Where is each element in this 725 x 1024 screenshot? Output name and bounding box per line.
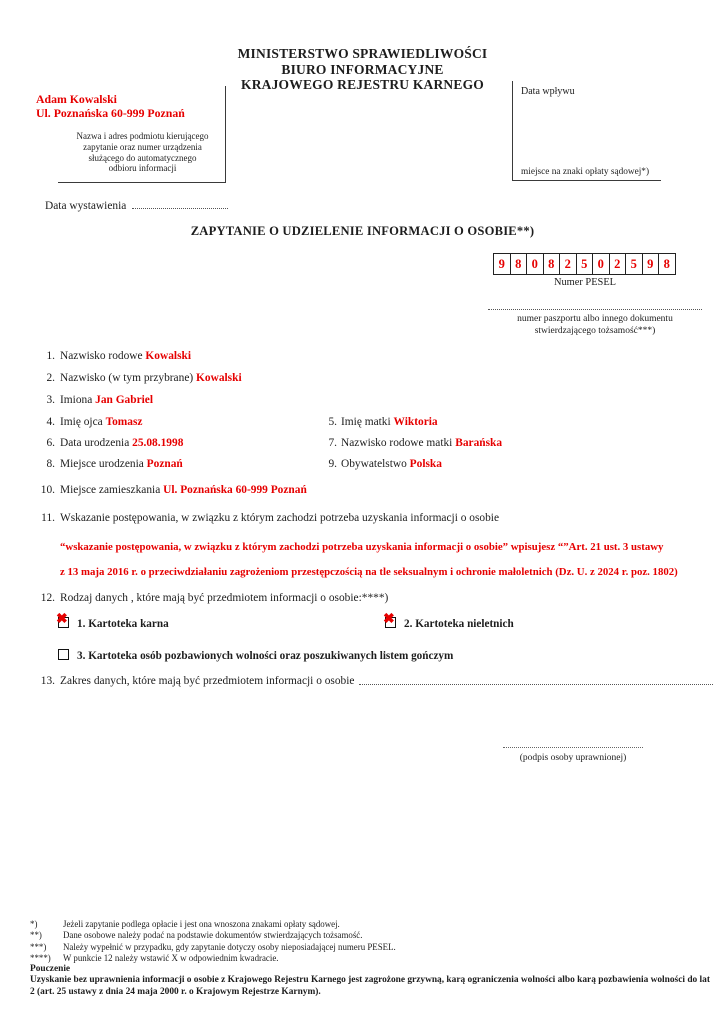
scope-of-data-input[interactable]	[359, 675, 713, 685]
field-row-6-7: 6. Data urodzenia 25.08.1998 7. Nazwisko rodowe matki Barańska	[46, 437, 503, 449]
header-line-1: MINISTERSTWO SPRAWIEDLIWOŚCI	[237, 46, 488, 61]
footnote-text: Jeżeli zapytanie podlega opłacie i jest ona wnoszona znakami opłaty sądowej.	[63, 919, 340, 929]
field-value: Poznań	[146, 458, 183, 470]
field-value: Wiktoria	[393, 416, 438, 428]
footnote-marker: *)	[30, 919, 38, 929]
checkbox-row-1	[58, 617, 514, 630]
field-label: Nazwisko rodowe matki	[341, 437, 453, 449]
issue-date-input[interactable]	[132, 198, 228, 209]
form-title: ZAPYTANIE O UDZIELENIE INFORMACJI O OSOBIE**)	[190, 224, 535, 238]
sender-name: Adam Kowalski	[36, 92, 117, 106]
statute-note-line-1: “wskazanie postępowania, w związku z którym zachodzi potrzeba uzyskania informacji o osobie” wpisujesz “”Art. 21 ust. 3 ustawy	[60, 541, 664, 553]
field-label: Zakres danych, które mają być przedmiotem informacji o osobie	[60, 675, 355, 687]
pesel-digit-cell[interactable]: 8	[543, 254, 560, 274]
checkbox-kartoteka-osob-pozbawionych[interactable]	[58, 649, 69, 660]
signature-label: (podpis osoby uprawnionej)	[519, 753, 627, 763]
field-label: Imiona	[60, 394, 93, 406]
field-row-12: 12. Rodzaj danych , które mają być przedmiotem informacji o osobie:****)	[40, 592, 389, 604]
passport-note	[488, 303, 702, 337]
field-label: Miejsce zamieszkania	[60, 484, 161, 496]
stamp-area-label: miejsce na znaki opłaty sądowej*)	[521, 167, 650, 177]
issue-date-label: Data wystawienia	[45, 200, 127, 212]
field-label: Wskazanie postępowania, w związku z którym zachodzi potrzeba uzyskania informacji o osobie	[60, 512, 500, 524]
issue-date-row	[45, 198, 228, 212]
pesel-digit-cell[interactable]: 8	[658, 254, 675, 274]
pesel-input[interactable]	[493, 253, 676, 275]
pesel-digit-cell[interactable]: 5	[625, 254, 642, 274]
footnote-marker: **)	[30, 930, 42, 941]
footnote-row	[30, 919, 712, 930]
header-line-3: KRAJOWEGO REJESTRU KARNEGO	[241, 77, 484, 92]
footnote-row	[30, 942, 712, 953]
field-row-3: 3. Imiona Jan Gabriel	[46, 394, 154, 406]
passport-number-input[interactable]	[488, 303, 702, 310]
field-label: Miejsce urodzenia	[60, 458, 144, 470]
field-value: Kowalski	[196, 372, 242, 384]
field-row-13: 13. Zakres danych, które mają być przedmiotem informacji o osobie	[30, 675, 713, 687]
receipt-box	[512, 81, 661, 181]
checkbox-row-2	[58, 649, 453, 662]
field-row-1: 1. Nazwisko rodowe Kowalski	[46, 350, 191, 362]
statute-note-line-2: z 13 maja 2016 r. o przeciwdziałaniu zagrożeniom przestępczością na tle seksualnym i ochronie małoletnich (Dz. U. z 2024 r. poz. 1802)	[60, 566, 678, 578]
field-label: Rodzaj danych , które mają być przedmiotem informacji o osobie:****)	[60, 592, 389, 604]
pesel-digit-cell[interactable]: 9	[498, 257, 505, 271]
pouczenie-title: Pouczenie	[30, 964, 71, 975]
sender-identity	[36, 93, 185, 120]
footnote-text: Dane osobowe należy podać na podstawie dokumentów stwierdzających tożsamość.	[63, 930, 363, 941]
field-label: Obywatelstwo	[341, 458, 407, 470]
sender-box-caption: Nazwa i adres podmiotu kierującego zapytanie oraz numer urządzenia służącego do automatycznego odbioru informacji	[76, 131, 209, 174]
checkbox-kartoteka-nieletnich[interactable]	[385, 617, 396, 628]
field-value: Kowalski	[145, 350, 191, 362]
pesel-digit-cell[interactable]: 0	[592, 254, 609, 274]
field-value: Polska	[409, 458, 442, 470]
signature-line[interactable]	[503, 747, 643, 748]
header-line-2: BIURO INFORMACYJNE	[281, 61, 444, 77]
passport-note-line-2: stwierdzającego tożsamość***)	[534, 325, 656, 336]
field-value: 25.08.1998	[132, 437, 184, 449]
sender-address: Ul. Poznańska 60-999 Poznań	[36, 105, 185, 120]
pesel-digit-cell[interactable]: 9	[642, 254, 659, 274]
passport-note-line-1: numer paszportu albo innego dokumentu	[517, 314, 673, 324]
receipt-date-label: Data wpływu	[521, 86, 575, 97]
checkbox-label: 2. Kartoteka nieletnich	[404, 618, 514, 630]
checkbox-label: 3. Kartoteka osób pozbawionych wolności oraz poszukiwanych listem gończym	[77, 650, 454, 662]
checkbox-kartoteka-karna[interactable]	[58, 617, 69, 628]
field-label: Nazwisko rodowe	[60, 350, 143, 362]
footnote-text: W punkcie 12 należy wstawić X w odpowiednim kwadracie.	[63, 952, 279, 963]
footnote-row	[30, 930, 712, 941]
field-label: Nazwisko (w tym przybrane)	[60, 372, 194, 384]
footnote-marker: ***)	[30, 941, 47, 952]
field-row-2: 2. Nazwisko (w tym przybrane) Kowalski	[46, 372, 242, 384]
pesel-label: Numer PESEL	[553, 277, 617, 288]
field-value: Tomasz	[105, 416, 143, 428]
field-row-4-5: 4. Imię ojca Tomasz 5. Imię matki Wiktoria	[46, 416, 438, 428]
pesel-digit-cell[interactable]: 2	[609, 254, 626, 274]
field-row-8-9: 8. Miejsce urodzenia Poznań 9. Obywatelstwo Polska	[46, 458, 442, 470]
footnote-row	[30, 953, 712, 964]
field-value: Jan Gabriel	[95, 394, 154, 406]
field-value: Ul. Poznańska 60-999 Poznań	[163, 484, 307, 496]
checkbox-label: 1. Kartoteka karna	[77, 618, 169, 630]
field-row-11: 11. Wskazanie postępowania, w związku z którym zachodzi potrzeba uzyskania informacji o osobie	[41, 512, 500, 524]
field-row-10: 10. Miejsce zamieszkania Ul. Poznańska 60-999 Poznań	[40, 484, 307, 496]
field-label: Imię matki	[341, 416, 391, 428]
field-label: Data urodzenia	[60, 437, 130, 449]
footnotes	[30, 919, 712, 998]
footnote-text: Należy wypełnić w przypadku, gdy zapytanie dotyczy osoby nieposiadającej numeru PESEL.	[63, 941, 396, 952]
pesel-digit-cell[interactable]: 8	[510, 254, 527, 274]
pesel-digit-cell[interactable]: 2	[559, 254, 576, 274]
field-value: Barańska	[455, 437, 503, 449]
pesel-digit-cell[interactable]: 0	[526, 254, 543, 274]
field-label: Imię ojca	[60, 416, 103, 428]
footnote-marker: ****)	[30, 952, 51, 963]
pouczenie-text: Uzyskanie bez uprawnienia informacji o osobie z Krajowego Rejestru Karnego jest zagrożone grzywną, karą ograniczenia wolności albo karą pozbawienia wolności do lat 2 (art. 25 ustawy z dnia 24 maja 2000 r. o Krajowym Rejestrze Karnym).	[30, 975, 710, 997]
pesel-digit-cell[interactable]: 5	[576, 254, 593, 274]
